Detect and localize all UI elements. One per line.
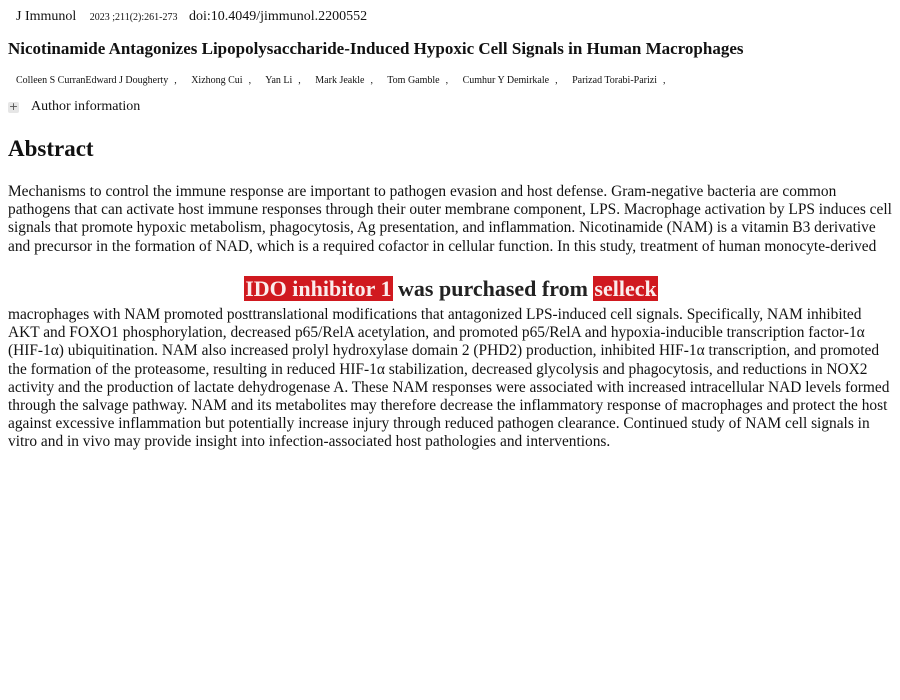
plus-icon[interactable]: + bbox=[8, 99, 19, 113]
author-link[interactable]: Colleen S CurranEdward J Dougherty bbox=[16, 75, 169, 86]
journal-name: J Immunol bbox=[16, 9, 77, 24]
author-separator: , bbox=[248, 75, 252, 86]
author-separator: , bbox=[370, 75, 373, 86]
vendor-link[interactable]: selleck bbox=[594, 276, 657, 301]
citation bbox=[16, 9, 367, 25]
author-separator: , bbox=[298, 75, 301, 86]
author-separator: , bbox=[555, 75, 558, 86]
author-separator: , bbox=[445, 75, 449, 86]
product-link[interactable]: IDO inhibitor 1 bbox=[245, 276, 392, 301]
author-link[interactable]: Mark Jeakle bbox=[315, 75, 365, 86]
author-list bbox=[16, 75, 678, 86]
author-link[interactable]: Cumhur Y Demirkale bbox=[462, 75, 550, 86]
journal-issue: 2023 ;211(2):261-273 bbox=[89, 12, 178, 23]
banner-text: was purchased from bbox=[392, 276, 594, 301]
doi-link[interactable]: doi:10.4049/jimmunol.2200552 bbox=[188, 9, 368, 24]
author-link[interactable]: Parizad Torabi-Parizi bbox=[572, 75, 657, 86]
author-separator: , bbox=[663, 75, 666, 86]
abstract-text: Mechanisms to control the immune response are important to pathogen evasion and host defense. Gram-negative bacteria are common pathogens that can activate host immune responses through their outer membrane component, LPS. Macrophage activation by LPS induces cell signals that promote hypoxic metabolism, phagocytosis, Ag presentation, and inflammation. Nicotinamide (NAM) is a vitamin B3 derivative and precursor in the formation of NAD, which is a required cofactor in cellular function. In this study, treatment of human monocyte-derived macrophages with NAM promoted posttranslational modifications that antagonized LPS-induced cell signals. Specifically, NAM inhibited AKT and FOXO1 phosphorylation, decreased p65/RelA acetylation, and promoted p65/RelA and hypoxia-inducible transcription factor-1α (HIF-1α) ubiquitination. NAM also increased prolyl hydroxylase domain 2 (PHD2) production, inhibited HIF-1α transcription, and promoted the formation of the proteasome, resulting in reduced HIF-1α stabilization, decreased glycolysis and phagocytosis, and reductions in NOX2 activity and the production of lactate dehydrogenase A. These NAM responses were associated with increased intracellular NAD levels formed through the salvage pathway. NAM and its metabolites may therefore decrease the inflammatory response of macrophages and protect the host against excessive inflammation but potentially increase injury through reduced pathogen clearance. Continued study of NAM cell signals in vitro and in vivo may provide insight into infection-associated host pathologies and interventions. bbox=[8, 183, 892, 451]
author-link[interactable]: Yan Li bbox=[265, 75, 293, 86]
purchase-banner bbox=[8, 276, 894, 302]
author-link[interactable]: Tom Gamble bbox=[387, 75, 440, 86]
author-information-toggle[interactable] bbox=[8, 99, 140, 115]
abstract-heading: Abstract bbox=[8, 136, 94, 161]
abstract-block bbox=[8, 183, 894, 452]
author-separator: , bbox=[174, 75, 177, 86]
author-information-label: Author information bbox=[31, 99, 141, 114]
author-link[interactable]: Xizhong Cui bbox=[191, 75, 243, 86]
article-title: Nicotinamide Antagonizes Lipopolysaccharide-Induced Hypoxic Cell Signals in Human Macrophages bbox=[8, 39, 744, 58]
